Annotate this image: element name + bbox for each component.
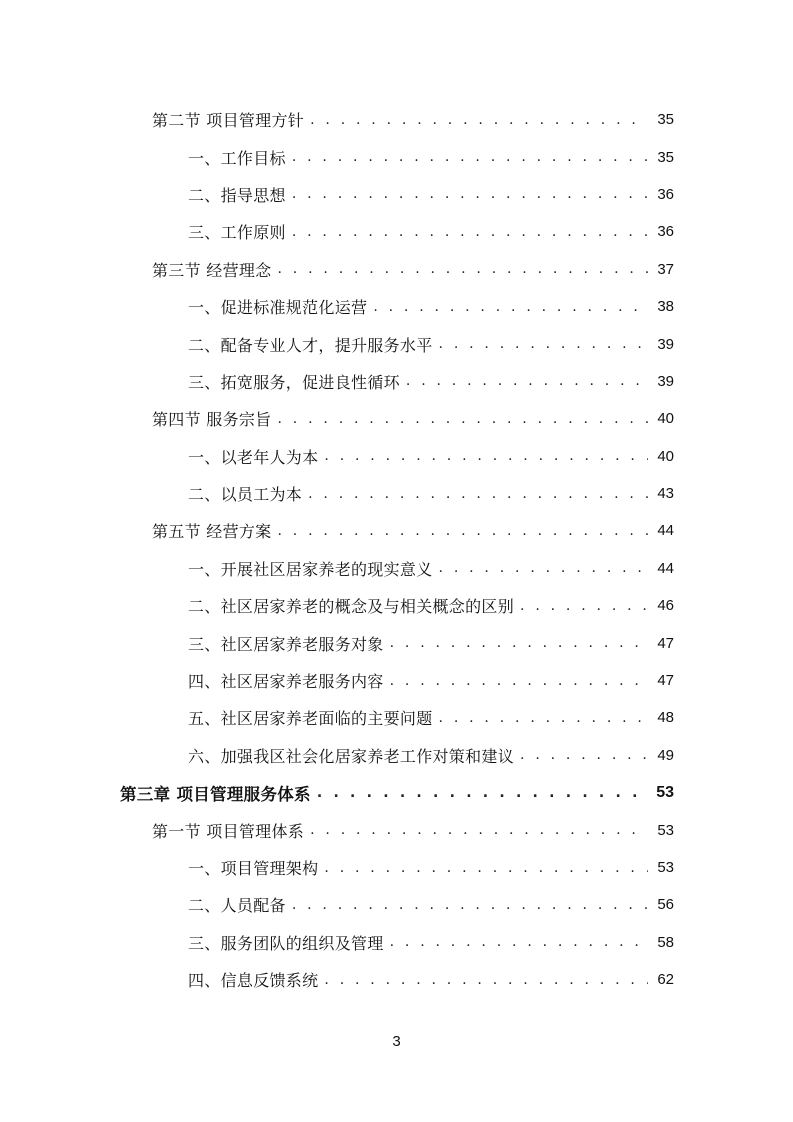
toc-leader-dots — [439, 710, 648, 726]
toc-entry-title: 二、以员工为本 — [188, 485, 303, 505]
toc-leader-dots — [292, 149, 648, 165]
toc-entry[interactable] — [0, 101, 793, 138]
toc-entry-page: 48 — [657, 709, 674, 727]
toc-leader-dots — [439, 560, 648, 576]
toc-entry[interactable] — [0, 699, 793, 736]
toc-entry-page: 40 — [657, 447, 674, 465]
toc-entry[interactable] — [0, 400, 793, 437]
toc-entry[interactable] — [0, 251, 793, 288]
toc-leader-dots — [292, 224, 648, 240]
toc-entry-page: 46 — [657, 597, 674, 615]
toc-entry[interactable] — [0, 550, 793, 587]
toc-leader-dots — [390, 673, 648, 689]
page-number: 3 — [392, 1033, 401, 1050]
toc-leader-dots — [292, 897, 648, 913]
toc-entry-title: 第三章 项目管理服务体系 — [120, 784, 311, 804]
toc-entry-page: 49 — [657, 746, 674, 764]
toc-entry[interactable] — [0, 961, 793, 998]
toc-entry-page: 36 — [657, 185, 674, 203]
toc-entry-title: 六、加强我区社会化居家养老工作对策和建议 — [188, 746, 515, 766]
toc-entry-title: 二、社区居家养老的概念及与相关概念的区别 — [188, 597, 515, 617]
toc-entry[interactable] — [0, 138, 793, 175]
toc-leader-dots — [324, 448, 648, 464]
toc-leader-dots — [278, 523, 649, 539]
toc-entry-page: 35 — [657, 111, 674, 129]
toc-leader-dots — [390, 934, 648, 950]
toc-entry[interactable] — [0, 213, 793, 250]
toc-entry-title: 三、工作原则 — [188, 223, 286, 243]
toc-entry[interactable] — [0, 176, 793, 213]
toc-leader-dots — [278, 411, 649, 427]
toc-entry[interactable] — [0, 662, 793, 699]
toc-entry-page: 53 — [656, 783, 674, 801]
toc-leader-dots — [520, 747, 648, 763]
toc-entry[interactable] — [0, 438, 793, 475]
toc-entry[interactable] — [0, 811, 793, 848]
toc-entry-page: 58 — [657, 933, 674, 951]
toc-entry-title: 一、项目管理架构 — [188, 859, 319, 878]
toc-entry-page: 53 — [657, 859, 674, 876]
toc-leader-dots — [308, 486, 648, 502]
toc-entry-page: 44 — [657, 522, 674, 540]
toc-entry-page: 36 — [657, 223, 674, 241]
toc-entry-title: 三、拓宽服务，促进良性循环 — [188, 372, 400, 392]
toc-leader-dots — [310, 822, 648, 838]
toc-leader-dots — [520, 598, 648, 614]
toc-entry-page: 37 — [657, 260, 674, 278]
toc-entry-title: 第三节 经营理念 — [152, 260, 272, 280]
toc-leader-dots — [292, 186, 648, 202]
toc-leader-dots — [373, 299, 648, 315]
toc-entry-title: 五、社区居家养老面临的主要问题 — [188, 709, 433, 729]
toc-leader-dots — [390, 635, 648, 651]
toc-entry[interactable] — [0, 737, 793, 774]
toc-entry-page: 56 — [657, 896, 674, 914]
toc-entry[interactable] — [0, 587, 793, 624]
toc-entry-title: 第一节 项目管理体系 — [152, 821, 305, 841]
toc-entry-page: 35 — [657, 148, 674, 166]
toc-entry-page: 44 — [657, 559, 674, 577]
toc-entry-page: 47 — [657, 672, 674, 690]
toc-entry[interactable] — [0, 512, 793, 549]
toc-leader-dots — [317, 785, 648, 801]
toc-entry[interactable] — [0, 288, 793, 325]
toc-entry-title: 第四节 服务宗旨 — [152, 410, 272, 430]
toc-entry-page: 62 — [657, 971, 674, 989]
toc-leader-dots — [406, 373, 648, 389]
toc-leader-dots — [439, 336, 648, 352]
toc-leader-dots — [310, 112, 648, 128]
toc-entry-page: 40 — [657, 410, 674, 428]
toc-entry[interactable] — [0, 924, 793, 961]
toc-entry[interactable] — [0, 886, 793, 923]
toc-entry-title: 一、促进标准规范化运营 — [188, 298, 368, 318]
toc-entry[interactable] — [0, 624, 793, 661]
toc-entry-title: 一、工作目标 — [188, 148, 286, 168]
toc-entry-title: 三、服务团队的组织及管理 — [188, 933, 384, 953]
toc-entry-title: 一、以老年人为本 — [188, 447, 319, 467]
toc-chapter-entry[interactable] — [0, 774, 793, 811]
toc-entry[interactable] — [0, 325, 793, 362]
toc-entry-page: 39 — [657, 372, 674, 390]
toc-entry-title: 第二节 项目管理方针 — [152, 111, 305, 131]
toc-entry-title: 二、人员配备 — [188, 896, 286, 916]
toc-entry[interactable] — [0, 475, 793, 512]
table-of-contents — [0, 101, 793, 998]
toc-leader-dots — [324, 972, 648, 988]
toc-leader-dots — [278, 261, 649, 277]
toc-entry-page: 47 — [657, 634, 674, 652]
toc-entry-title: 一、开展社区居家养老的现实意义 — [188, 559, 433, 579]
toc-entry[interactable] — [0, 849, 793, 886]
toc-entry-title: 四、社区居家养老服务内容 — [188, 672, 384, 692]
toc-entry-title: 四、信息反馈系统 — [188, 971, 319, 991]
toc-entry-title: 三、社区居家养老服务对象 — [188, 634, 384, 654]
toc-entry-title: 第五节 经营方案 — [152, 522, 272, 542]
toc-leader-dots — [324, 860, 648, 876]
toc-entry-page: 38 — [657, 298, 674, 316]
toc-entry-page: 39 — [657, 335, 674, 353]
toc-entry-page: 53 — [657, 821, 674, 839]
toc-entry[interactable] — [0, 363, 793, 400]
toc-entry-page: 43 — [657, 485, 674, 503]
toc-entry-title: 二、指导思想 — [188, 185, 286, 205]
toc-entry-title: 二、配备专业人才，提升服务水平 — [188, 335, 433, 355]
